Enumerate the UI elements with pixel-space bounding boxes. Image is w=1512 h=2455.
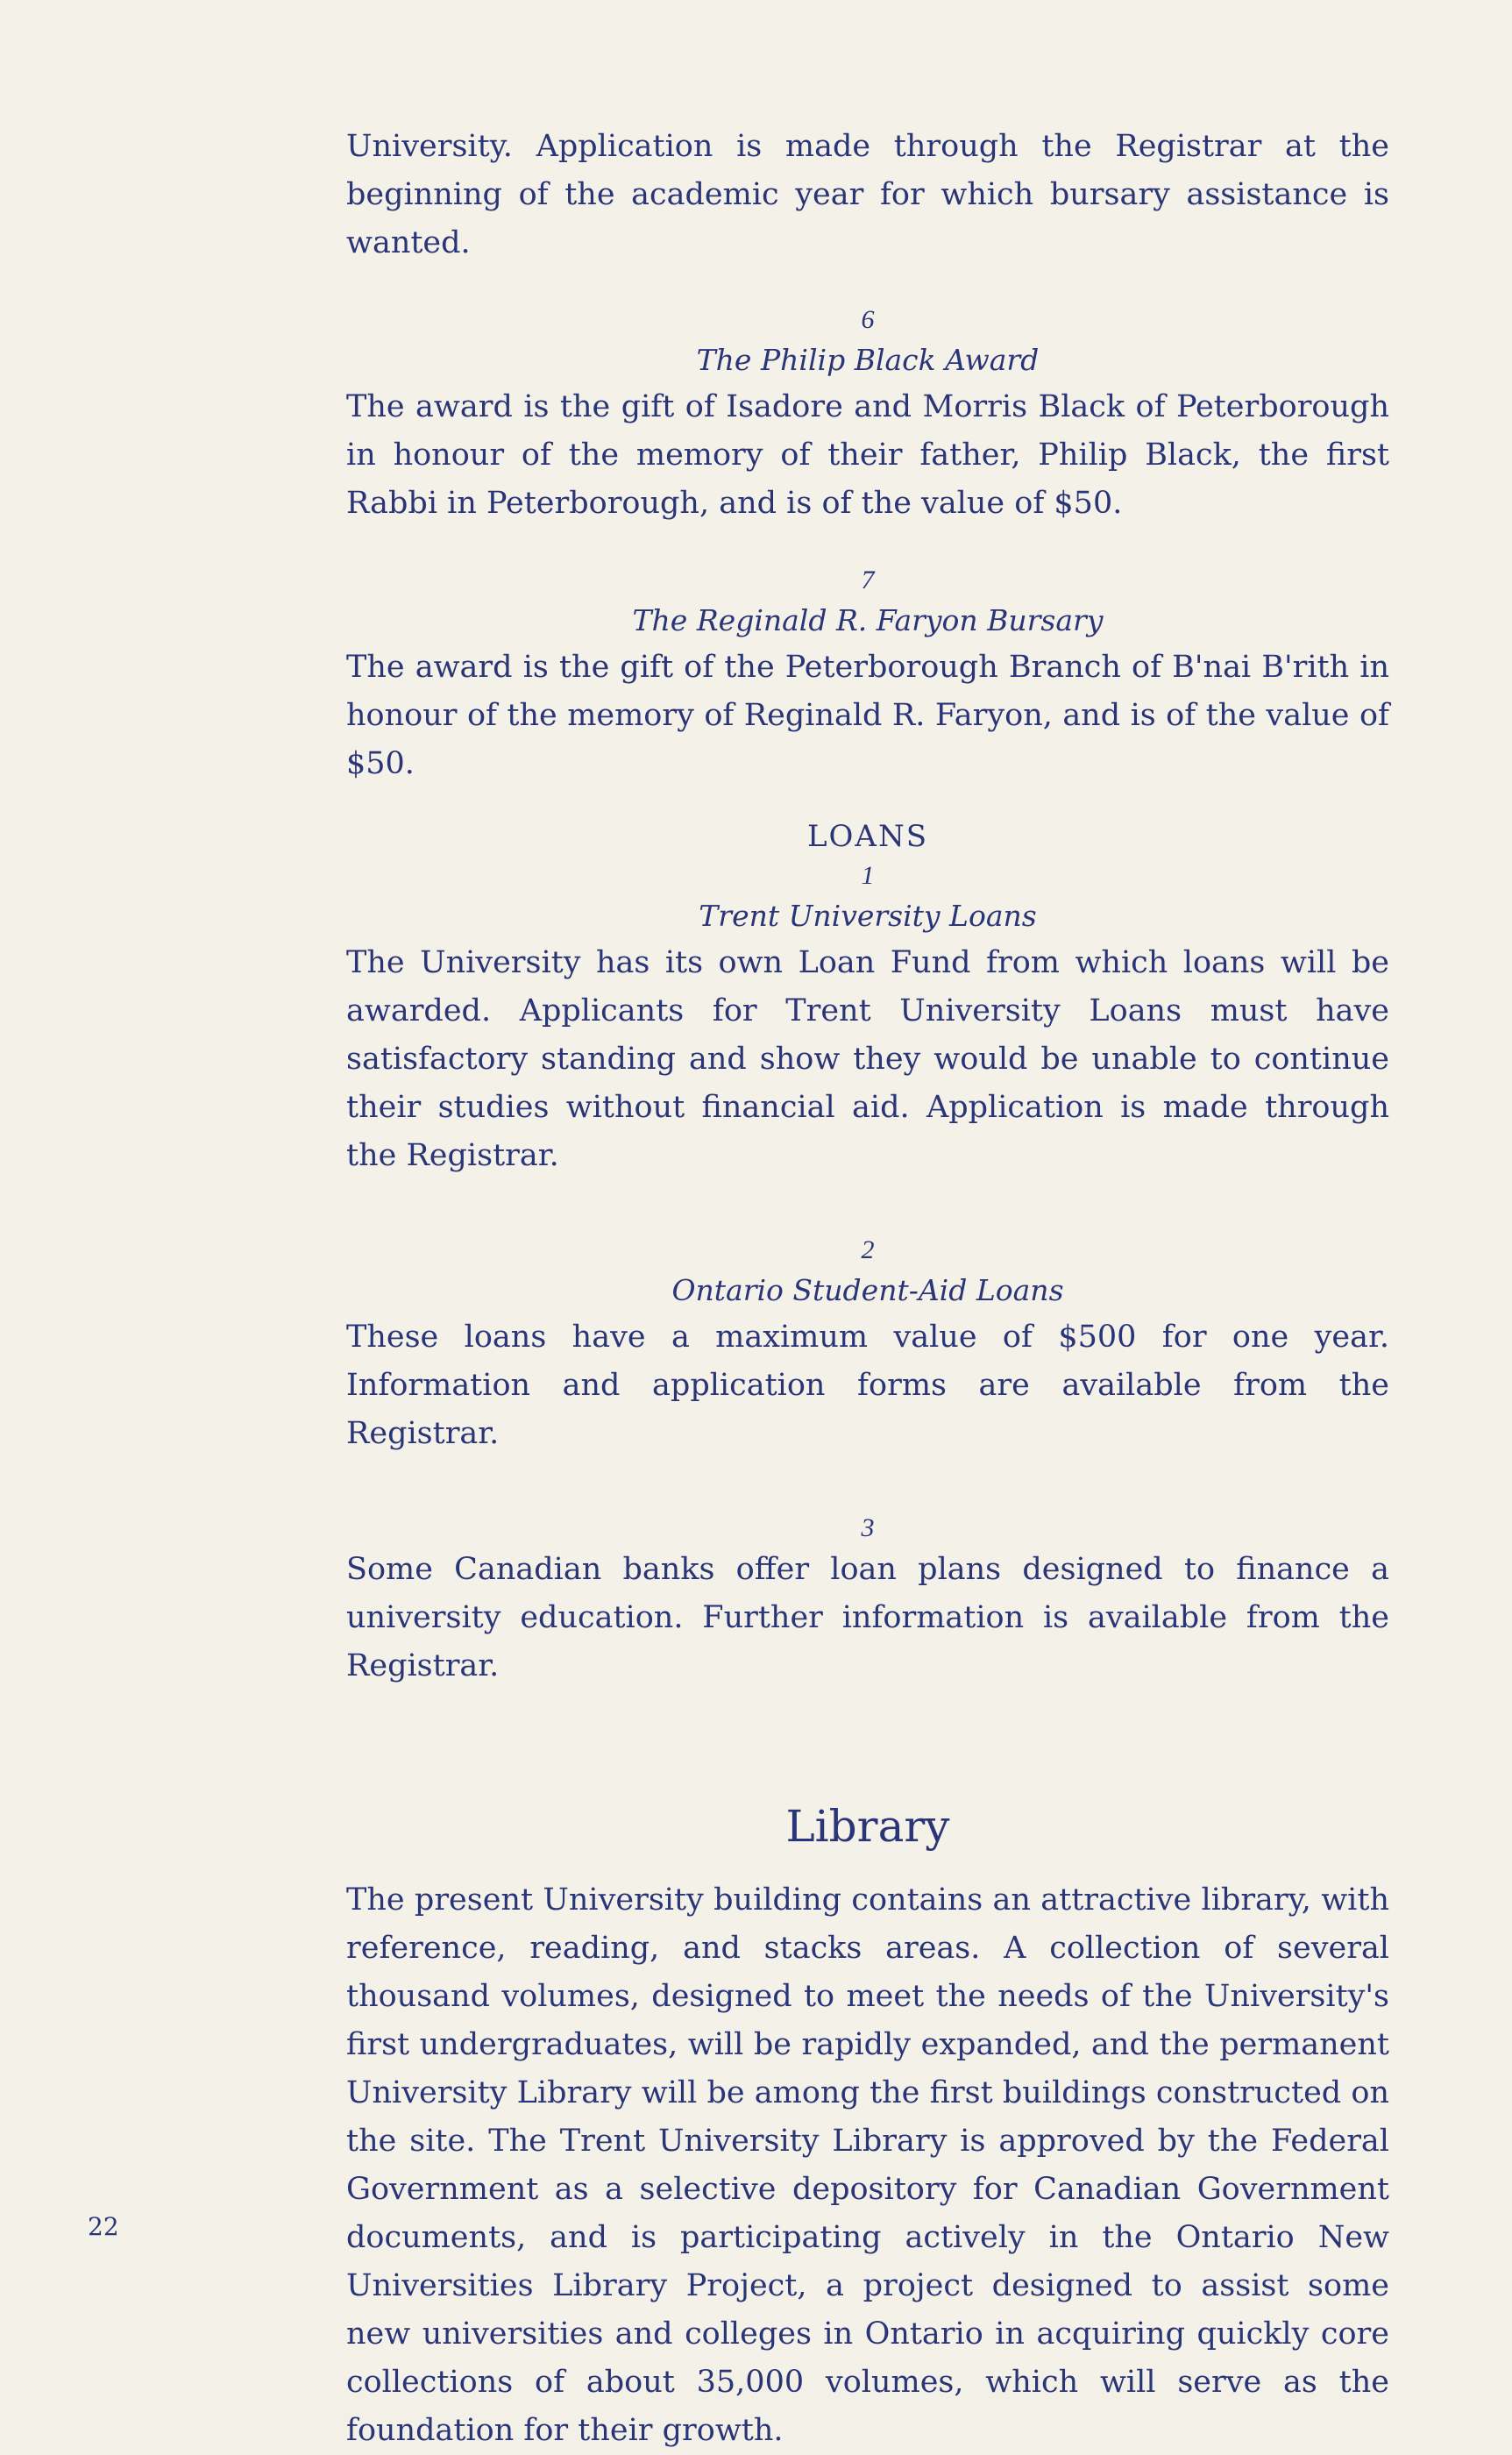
spacer — [346, 1690, 1389, 1796]
loan-number: 3 — [861, 1513, 875, 1542]
loan-number: 1 — [861, 861, 875, 890]
text-column — [346, 123, 1389, 2455]
award-number: 6 — [861, 305, 875, 334]
loan-paragraph: These loans have a maximum value of $500 for one year. Information and application forms are available from the Registrar. — [346, 1320, 1389, 1451]
spacer — [346, 1857, 1389, 1876]
library-paragraph: The present University building contains an attractive library, with reference, reading, and stacks areas. A collection of several thousand volumes, designed to meet the needs of the University's first undergraduates, will be rapidly expanded, and the permanent University Library will be among the first buildings constructed on the site. The Trent University Library is approved by the Federal Government as a selective depository for Canadian Government documents, and is participating actively in the Ontario New Universities Library Project, a project designed to assist some new universities and colleges in Ontario in acquiring quickly core collections of about 35,000 volumes, which will serve as the foundation for their growth. — [346, 1882, 1389, 2448]
spacer — [346, 1180, 1389, 1233]
award-number: 7 — [861, 566, 875, 594]
loan-paragraph: Some Canadian banks offer loan plans designed to finance a university education. Further information is available from the Registrar. — [346, 1552, 1389, 1683]
page-number: 22 — [88, 2212, 119, 2241]
library-heading: Library — [785, 1801, 950, 1852]
spacer — [346, 788, 1389, 815]
award-paragraph: The award is the gift of Isadore and Morris Black of Peterborough in honour of the memory of their father, Philip Black, the first Rabbi in Peterborough, and is of the value of $50. — [346, 389, 1389, 521]
award-paragraph: The award is the gift of the Peterborough Branch of B'nai B'rith in honour of the memory of Reginald R. Faryon, and is of the value of $50. — [346, 650, 1389, 781]
spacer — [346, 1458, 1389, 1511]
loans-heading: LOANS — [806, 819, 929, 854]
loan-title: Ontario Student-Aid Loans — [671, 1273, 1064, 1307]
award-title: The Reginald R. Faryon Bursary — [632, 603, 1104, 637]
spacer — [346, 267, 1389, 302]
spacer — [346, 528, 1389, 563]
loan-number: 2 — [861, 1235, 875, 1264]
loan-title: Trent University Loans — [699, 899, 1037, 933]
award-title: The Philip Black Award — [696, 343, 1040, 377]
intro-paragraph: University. Application is made through the Registrar at the beginning of the academic year for which bursary assistance is wanted. — [346, 129, 1389, 260]
loan-paragraph: The University has its own Loan Fund from which loans will be awarded. Applicants for Trent University Loans must have satisfactory standing and show they would be unable to continue their studies without financial aid. Application is made through the Registrar. — [346, 945, 1389, 1173]
